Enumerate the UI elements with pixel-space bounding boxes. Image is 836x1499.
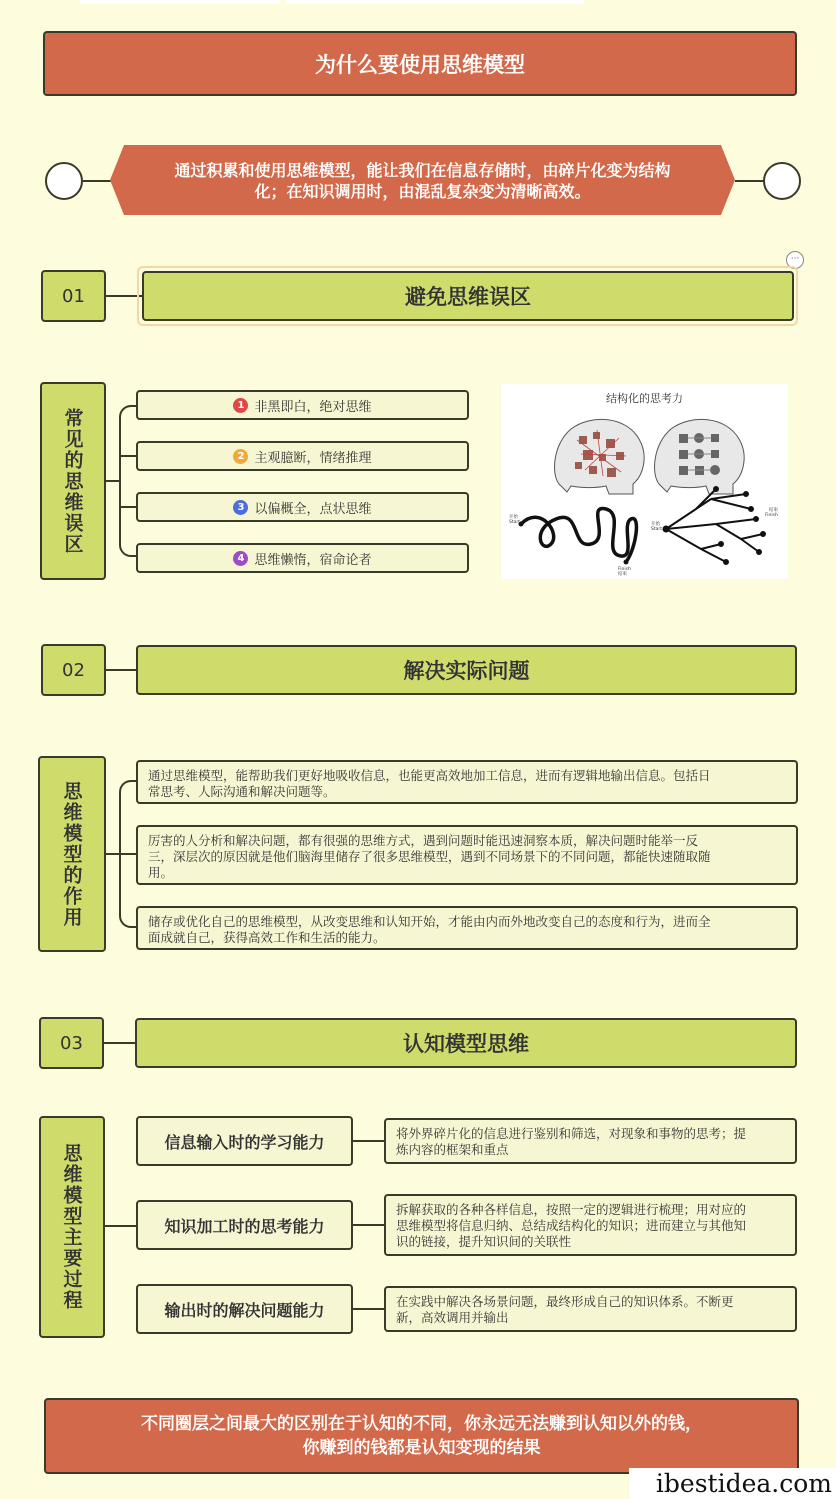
- list-item-label: 主观臆断，情绪推理: [254, 450, 372, 466]
- finish-label-left: 结束: [618, 572, 627, 577]
- number-badge-icon: 3: [233, 500, 248, 515]
- page-title: [43, 31, 797, 96]
- para-line: 用。: [148, 865, 174, 880]
- section2-side-connector: [106, 853, 120, 855]
- list-item-label: 以偏概全，点状思维: [254, 501, 372, 517]
- section2-title[interactable]: [136, 645, 797, 695]
- start-label-right-en: Start: [651, 527, 662, 532]
- section3-side-label-text: 思维模型主要过程: [60, 1143, 83, 1311]
- para-line: 炼内容的框架和重点: [396, 1142, 509, 1157]
- finish-label-left-en: Finish: [618, 567, 631, 572]
- section1-brace-tick2: [120, 455, 137, 457]
- section2-side-label: [38, 756, 106, 952]
- section3-title-text: 认知模型思维: [403, 1032, 529, 1056]
- process-description[interactable]: [384, 1118, 797, 1164]
- section2-brace-tick2: [120, 853, 137, 855]
- section1-side-label-text: 常见的思维误区: [61, 407, 84, 555]
- para-line: 识的链接，提升知识间的关联性: [396, 1234, 572, 1249]
- section2-connector: [106, 669, 138, 671]
- footer-banner: [44, 1398, 799, 1474]
- top-edge-left: [80, 0, 280, 4]
- image-title: 结构化的思考力: [606, 392, 683, 405]
- list-item[interactable]: [136, 492, 469, 522]
- para-line: 在实践中解决各场景问题，最终形成自己的知识体系。不断更: [396, 1294, 734, 1309]
- process-label[interactable]: [136, 1284, 353, 1334]
- thinking-illustration: [501, 384, 788, 579]
- list-item[interactable]: [136, 543, 469, 573]
- section1-side-label: [40, 382, 106, 580]
- para-line: 将外界碎片化的信息进行鉴别和筛选，对现象和事物的思考；提: [396, 1126, 747, 1141]
- para-line: 拆解获取的各种各样信息，按照一定的逻辑进行梳理；用对应的: [396, 1202, 747, 1217]
- finish-label-right: 结束: [769, 508, 778, 513]
- comment-icon[interactable]: ···: [786, 251, 804, 269]
- section1-number-text: 01: [62, 285, 85, 307]
- intro-right-circle: [763, 162, 801, 200]
- process-label-text: 知识加工时的思考能力: [164, 1216, 325, 1236]
- section2-side-label-text: 思维模型的作用: [60, 780, 83, 928]
- list-item[interactable]: [136, 906, 798, 950]
- number-badge-icon: 1: [233, 398, 248, 413]
- process-label-text: 输出时的解决问题能力: [164, 1300, 325, 1320]
- process-connector: [353, 1140, 385, 1142]
- intro-right-connector: [735, 180, 765, 182]
- footer-line1: 不同圈层之间最大的区别在于认知的不同，你永远无法赚到认知以外的钱，: [141, 1414, 702, 1434]
- process-connector: [353, 1308, 385, 1310]
- para-line: 储存或优化自己的思维模型，从改变思维和认知开始，才能由内而外地改变自己的态度和行为，进而全: [148, 914, 711, 929]
- number-badge-icon: 2: [233, 449, 248, 464]
- section1-number: [41, 270, 106, 322]
- para-line: 思维模型将信息归纳、总结成结构化的知识；进而建立与其他知: [396, 1218, 747, 1233]
- intro-line2: 化；在知识调用时，由混乱复杂变为清晰高效。: [254, 182, 591, 201]
- list-item[interactable]: [136, 825, 798, 885]
- process-description[interactable]: [384, 1194, 797, 1256]
- section3-number: [39, 1017, 104, 1069]
- section1-title-text: 避免思维误区: [405, 285, 531, 309]
- top-edge-right: [285, 0, 585, 4]
- list-item[interactable]: [136, 441, 469, 471]
- process-label-text: 信息输入时的学习能力: [164, 1132, 325, 1152]
- section3-connector: [104, 1042, 136, 1044]
- page-title-text: 为什么要使用思维模型: [315, 52, 525, 77]
- section2-number: [41, 644, 106, 696]
- intro-text: [130, 160, 715, 202]
- section3-number-text: 03: [60, 1032, 83, 1054]
- section1-brace-tick3: [120, 506, 137, 508]
- watermark: ibestidea.com: [629, 1468, 836, 1499]
- process-connector: [353, 1224, 385, 1226]
- section3-title[interactable]: [135, 1018, 797, 1068]
- number-badge-icon: 4: [233, 551, 248, 566]
- section2-title-text: 解决实际问题: [403, 659, 530, 683]
- structured-thinking-image: [501, 384, 788, 579]
- list-item-label: 非黑即白，绝对思维: [254, 399, 372, 415]
- intro-left-circle: [45, 162, 83, 200]
- para-line: 厉害的人分析和解决问题，都有很强的思维方式，遇到问题时能迅速洞察本质，解决问题时能举一反: [148, 833, 699, 848]
- para-line: 通过思维模型，能帮助我们更好地吸收信息，也能更高效地加工信息，进而有逻辑地输出信息。包括日: [148, 768, 711, 783]
- finish-label-right-en: Finish: [765, 513, 778, 518]
- process-label[interactable]: [136, 1200, 353, 1250]
- section3-side-label: [39, 1116, 105, 1338]
- start-label-left-en: Start: [509, 520, 520, 525]
- start-label-left: 开始: [509, 515, 518, 520]
- section2-number-text: 02: [62, 659, 85, 681]
- para-line: 面成就自己，获得高效工作和生活的能力。: [148, 930, 386, 945]
- para-line: 三，深层次的原因就是他们脑海里储存了很多思维模型，遇到不同场景下的不同问题，都能快速随取随: [148, 849, 711, 864]
- list-item[interactable]: [136, 760, 798, 804]
- list-item[interactable]: [136, 390, 469, 420]
- para-line: 常思考、人际沟通和解决问题等。: [148, 784, 336, 799]
- footer-line2: 你赚到的钱都是认知变现的结果: [302, 1438, 541, 1458]
- para-line: 新，高效调用并输出: [396, 1310, 509, 1325]
- section1-side-connector: [106, 480, 120, 482]
- list-item-label: 思维懒惰，宿命论者: [254, 552, 372, 568]
- process-label[interactable]: [136, 1116, 353, 1166]
- section1-brace: [119, 405, 137, 557]
- section1-title[interactable]: [142, 271, 794, 321]
- process-description[interactable]: [384, 1286, 797, 1332]
- start-label-right: 开始: [651, 522, 660, 527]
- intro-line1: 通过积累和使用思维模型，能让我们在信息存储时，由碎片化变为结构: [174, 161, 671, 180]
- section3-side-connector: [105, 1225, 137, 1227]
